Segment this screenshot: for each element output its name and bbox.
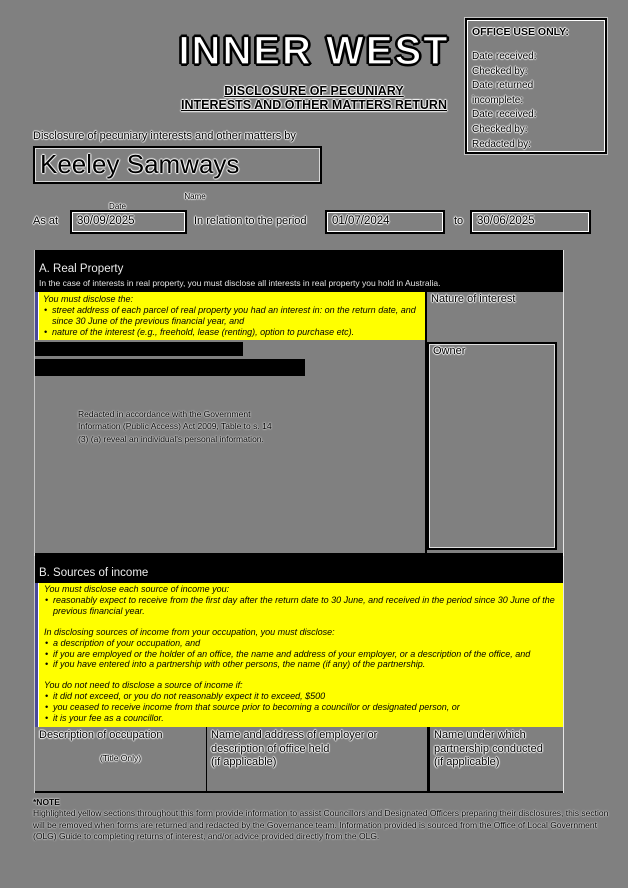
column-label: Name under which partnership conducted (434, 729, 543, 755)
guidance-intro: In disclosing sources of income from your occupation, you must disclose: (44, 626, 335, 637)
office-use-line: Checked by: (472, 65, 528, 77)
guidance-bullets (43, 305, 421, 338)
footnote-title: *NOTE (33, 797, 60, 807)
to-label: to (454, 215, 464, 227)
footnote (33, 797, 610, 843)
guidance-bullet: • street address of each parcel of real property you had an interest in: on the return date, and since 30 June of the previous financial year, and (43, 305, 421, 327)
guidance-bullet: • if you have entered into a partnership with other persons, the name (if any) of the partnership. (44, 659, 557, 670)
section-b-column-headers (35, 727, 563, 793)
inner-west-logo: INNER WEST (178, 29, 450, 73)
office-use-line: Date received: (472, 109, 537, 121)
column-header-employer (207, 727, 430, 791)
section-a-header (35, 250, 563, 292)
office-use-line: Redacted by: (472, 138, 531, 150)
period-from-input[interactable]: 01/07/2024 (325, 210, 445, 234)
guidance-bullet: • if you are employed or the holder of an office, the name and address of your employer, or a description of the office, and (44, 649, 557, 660)
guidance-bullet: • a description of your occupation, and (44, 638, 557, 649)
guidance-intro: You must disclose each source of income you: (44, 584, 230, 594)
column-sublabel: (if applicable) (211, 756, 277, 768)
office-use-line: Date received: (472, 51, 537, 62)
nature-of-interest-header: Nature of interest (425, 292, 563, 340)
column-label: Description of occupation (39, 729, 163, 741)
office-use-only-box (465, 18, 607, 154)
footnote-body: Highlighted yellow sections throughout this form provide information to assist Councillors and Designated Officers preparing their disclosures, this section will be removed when forms are returned and redacted by the Governance team. Information provided is sourced from the Office of Local Government (OLG) Guide to completing returns of interest, and/or advice provided directly from the OLG. (33, 808, 609, 842)
office-use-title: OFFICE USE ONLY: (472, 26, 569, 38)
as-at-label: As at (33, 215, 59, 227)
guidance-bullets (44, 691, 557, 724)
section-b-guidance (35, 583, 563, 727)
column-header-partnership (430, 727, 563, 791)
guidance-bullet: • nature of the interest (e.g., freehold, lease (renting), option to purchase etc). (43, 327, 421, 338)
spacer (44, 670, 557, 680)
section-a-instructions-row (35, 292, 563, 340)
document-title-line2: INTERESTS AND OTHER MATTERS RETURN (181, 97, 447, 112)
column-sublabel: (if applicable) (434, 756, 500, 768)
guidance-bullet: • it did not exceed, or you do not reasonably expect it to exceed, $500 (44, 691, 557, 702)
column-label: Name and address of employer or description of office held (211, 729, 378, 755)
section-b-header (35, 553, 563, 583)
guidance-bullet: • it is your fee as a councillor. (44, 713, 557, 724)
guidance-bullet: • you ceased to receive income from that source prior to becoming a councillor or designated person, or (44, 702, 557, 713)
as-at-date-input[interactable]: 30/09/2025 (70, 210, 187, 234)
disclosure-by-label: Disclosure of pecuniary interests and other matters by (33, 130, 296, 142)
guidance-intro: You must disclose the: (43, 294, 134, 304)
nature-of-interest-value[interactable]: Owner (427, 342, 557, 550)
name-caption: Name (184, 192, 206, 201)
name-input[interactable]: Keeley Samways (33, 146, 322, 184)
office-use-line: incomplete: (472, 94, 524, 106)
guidance-bullet: • reasonably expect to receive from the first day after the return date to 30 June, and received in the period since 30 June of the previous financial year. (44, 595, 557, 617)
spacer (44, 617, 557, 627)
redaction-bar (35, 342, 243, 356)
office-use-line: Date returned (472, 80, 534, 92)
redaction-bar (35, 359, 305, 376)
column-sublabel: (Title Only) (99, 752, 142, 763)
section-a-subtitle: In the case of interests in real property, you must disclose all interests in real property you hold in Australia. (39, 278, 441, 288)
nature-of-interest-cell (425, 340, 563, 556)
document-title-line1: DISCLOSURE OF PECUNIARY (224, 84, 404, 98)
property-address-cell (35, 340, 425, 556)
column-header-occupation (35, 727, 207, 791)
period-to-input[interactable]: 30/06/2025 (470, 210, 591, 234)
guidance-intro: You do not need to disclose a source of income if: (44, 680, 243, 691)
redaction-note: Redacted in accordance with the Government Information (Public Access) Act 2009, Table to s. 14 (3) (a) reveal an individual's personal information. (78, 409, 272, 444)
office-use-line: Checked by: (472, 123, 528, 135)
section-a-real-property (35, 250, 563, 556)
section-a-guidance (35, 292, 425, 340)
period-label: In relation to the period (194, 215, 307, 227)
guidance-bullets (44, 638, 557, 671)
section-a-title: A. Real Property (39, 263, 124, 275)
date-caption: Date (109, 202, 126, 211)
guidance-bullets (44, 595, 557, 617)
section-b-title: B. Sources of income (39, 567, 149, 579)
section-b-sources-of-income (35, 553, 563, 793)
section-a-content-row (35, 340, 563, 556)
